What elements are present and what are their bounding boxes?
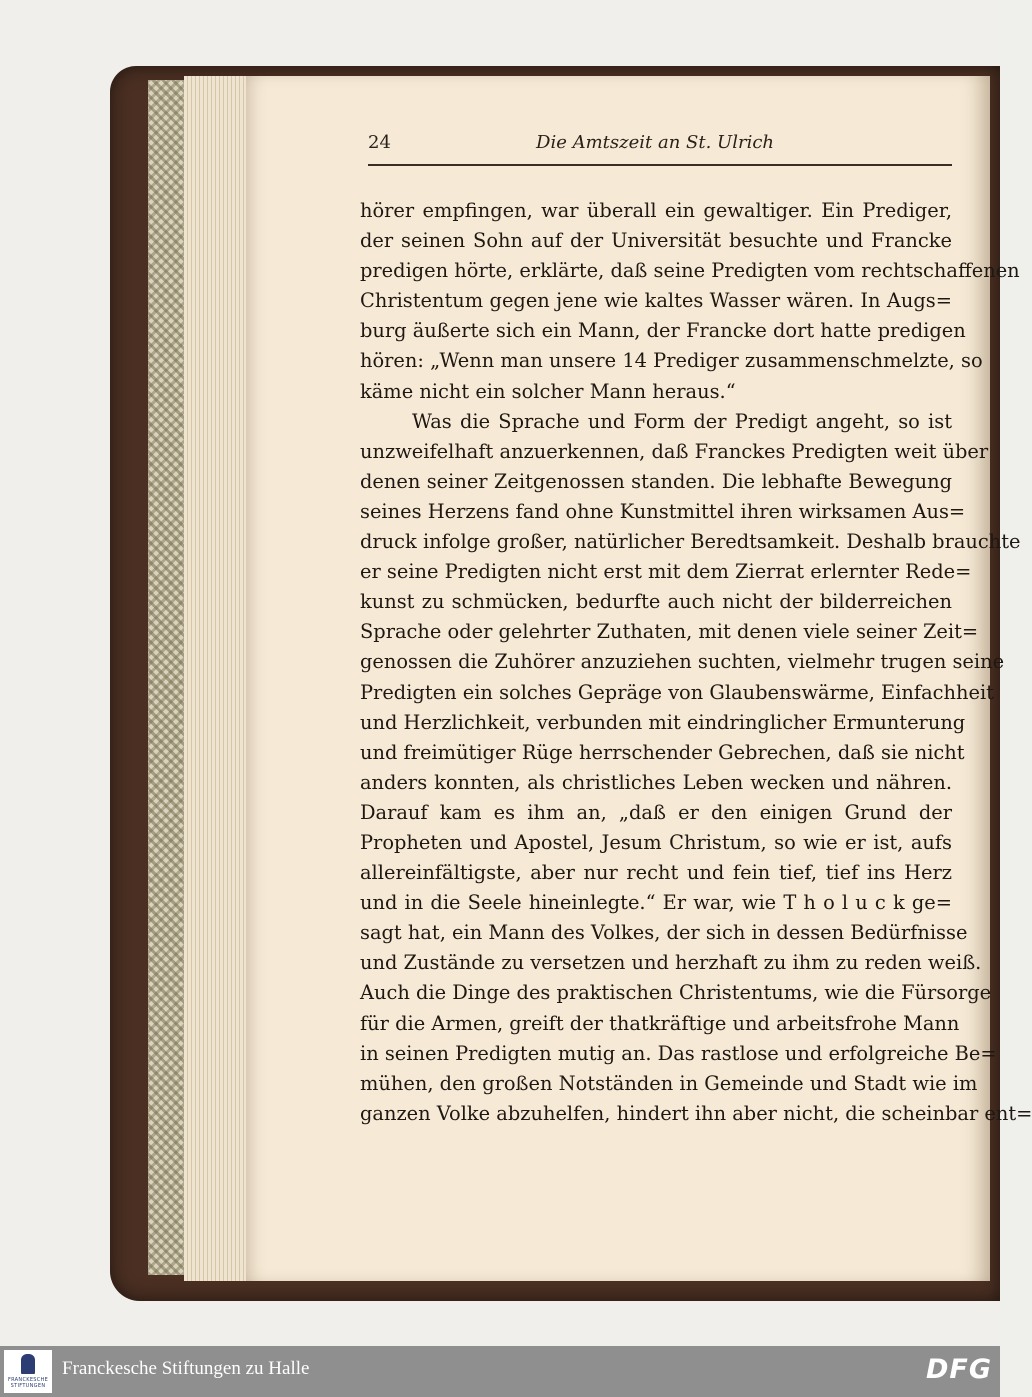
text-line: Was die Sprache und Form der Predigt angeht, so ist [412, 409, 952, 433]
text-line: hörer empfingen, war überall ein gewaltiger. Ein Prediger, [360, 199, 952, 222]
text-line: Darauf kam es ihm an, „daß er den einigen Grund der [360, 800, 952, 824]
text-line: Sprache oder gelehrter Zuthaten, mit denen viele seiner Zeit= [360, 620, 979, 644]
text-line: Propheten und Apostel, Jesum Christum, so wie er ist, aufs [360, 830, 952, 854]
franckesche-stiftungen-logo[interactable] [4, 1350, 52, 1393]
text-line: predigen hörte, erklärte, daß seine Predigten vom rechtschaffenen [360, 259, 1020, 283]
text-line: burg äußerte sich ein Mann, der Francke dort hatte predigen [360, 319, 966, 343]
text-line: sagt hat, ein Mann des Volkes, der sich in dessen Bedürfnisse [360, 921, 968, 945]
logo-figure-icon [21, 1354, 35, 1374]
text-line: Auch die Dinge des praktischen Christentums, wie die Fürsorge [360, 981, 992, 1005]
text-line: druck infolge großer, natürlicher Beredtsamkeit. Deshalb brauchte [360, 530, 1021, 554]
text-line: hören: „Wenn man unsere 14 Prediger zusammenschmelzte, so [360, 349, 983, 373]
text-line: Christentum gegen jene wie kaltes Wasser wären. In Augs= [360, 289, 952, 313]
dfg-logo[interactable]: DFG [925, 1354, 992, 1385]
text-line: seines Herzens fand ohne Kunstmittel ihren wirksamen Aus= [360, 499, 966, 523]
text-line: denen seiner Zeitgenossen standen. Die lebhafte Bewegung [360, 469, 952, 493]
page-header [368, 128, 952, 166]
text-line: und Herzlichkeit, verbunden mit eindringlicher Ermunterung [360, 710, 966, 734]
text-line: anders konnten, als christliches Leben wecken und nähren. [360, 770, 952, 794]
text-line: und freimütiger Rüge herrschender Gebrechen, daß sie nicht [360, 740, 965, 764]
text-line: mühen, den großen Notständen in Gemeinde und Stadt wie im [360, 1071, 978, 1095]
text-line: allereinfältigste, aber nur recht und fein tief, tief ins Herz [360, 861, 952, 885]
text-line: in seinen Predigten mutig an. Das rastlose und erfolgreiche Be= [360, 1041, 997, 1065]
text-line: käme nicht ein solcher Mann heraus.“ [360, 379, 736, 403]
text-line: Predigten ein solches Gepräge von Glaubenswärme, Einfachheit [360, 680, 994, 704]
text-line: kunst zu schmücken, bedurfte auch nicht der bilderreichen [360, 590, 952, 614]
running-title: Die Amtszeit an St. Ulrich [536, 132, 774, 153]
marbled-endpaper [148, 80, 186, 1275]
text-line: für die Armen, greift der thatkräftige und arbeitsfrohe Mann [360, 1011, 960, 1035]
body-text [360, 196, 1032, 1129]
text-line: er seine Predigten nicht erst mit dem Zierrat erlernter Rede= [360, 560, 972, 584]
text-line: und Zustände zu versetzen und herzhaft zu ihm zu reden weiß. [360, 951, 982, 975]
text-line: der seinen Sohn auf der Universität besuchte und Francke [360, 229, 952, 253]
page-number: 24 [368, 132, 391, 153]
logo-text: FRANCKESCHE STIFTUNGEN [7, 1377, 49, 1389]
text-line: genossen die Zuhörer anzuziehen suchten, vielmehr trugen seine [360, 650, 1005, 674]
text-line: unzweifelhaft anzuerkennen, daß Franckes Predigten weit über [360, 439, 989, 463]
footer-bar [0, 1346, 1000, 1397]
text-line: und in die Seele hineinlegte.“ Er war, wie T h o l u c k ge= [360, 891, 952, 915]
institution-name: Franckesche Stiftungen zu Halle [62, 1358, 310, 1379]
page-edges [184, 76, 248, 1281]
text-line: ganzen Volke abzuhelfen, hindert ihn aber nicht, die scheinbar ent= [360, 1101, 1032, 1125]
